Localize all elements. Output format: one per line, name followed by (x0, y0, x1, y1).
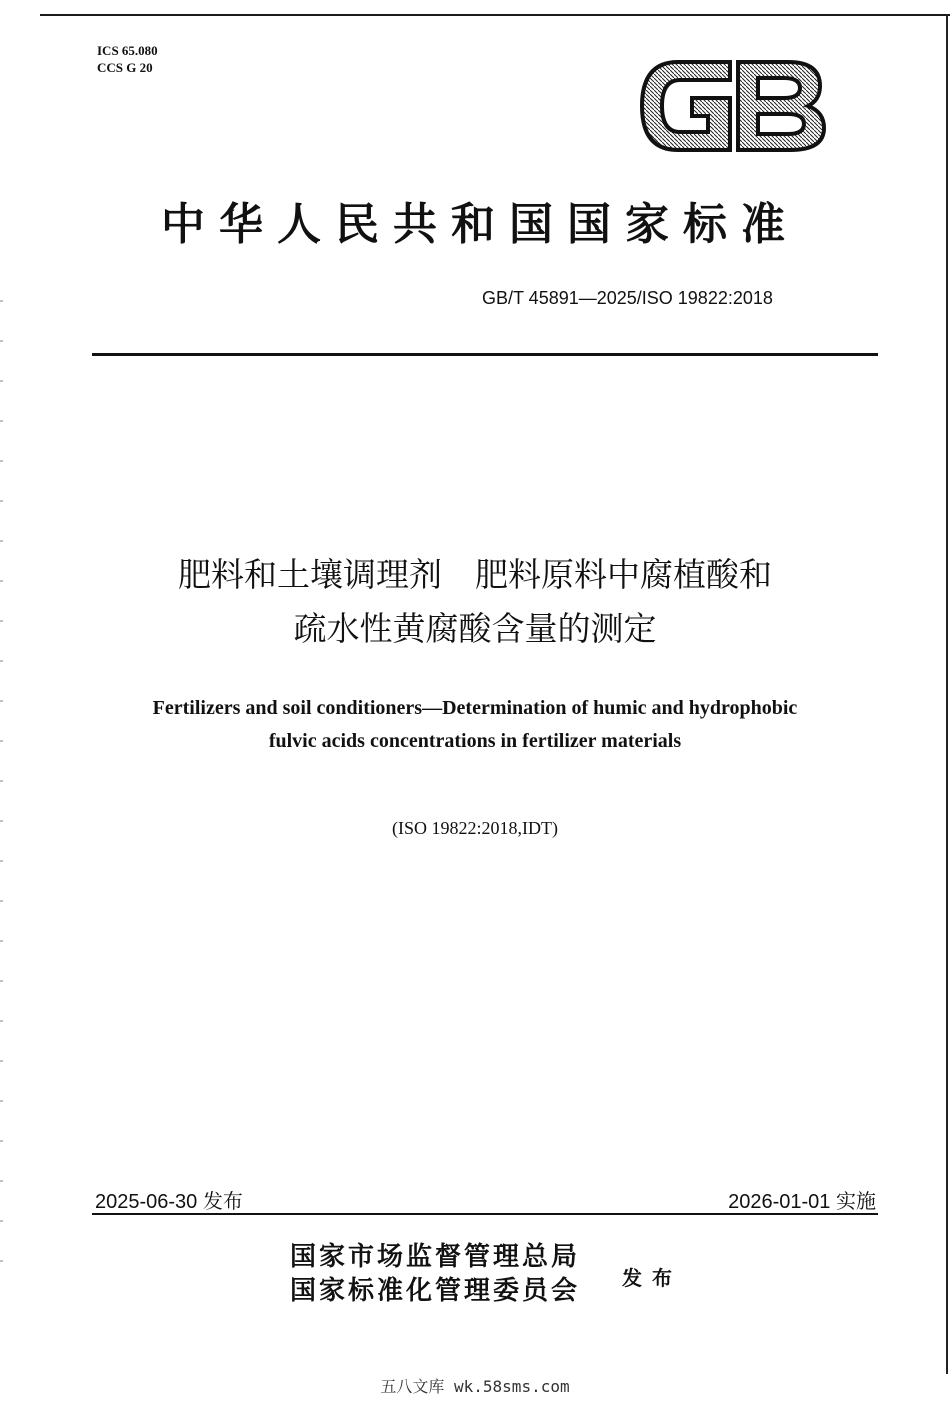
ccs-code: CCS G 20 (97, 60, 153, 75)
gb-logo (638, 54, 828, 158)
divider-top (92, 353, 878, 356)
ics-code: ICS 65.080 (97, 43, 158, 58)
page-edge-right (946, 14, 948, 1374)
issuer-1: 国家市场监督管理总局 (290, 1242, 581, 1272)
issue-date: 2025-06-30 发布 (95, 1191, 243, 1213)
publish-label: 发布 (622, 1266, 682, 1290)
divider-bottom (92, 1213, 878, 1215)
national-standard-title: 中华人民共和国国家标准 (161, 199, 799, 250)
page-edge-top (40, 14, 950, 16)
implementation-date: 2026-01-01 实施 (728, 1191, 876, 1213)
chinese-title-line-1: 肥料和土壤调理剂 肥料原料中腐植酸和 (178, 555, 772, 594)
chinese-title (40, 548, 910, 656)
watermark: 五八文库 wk.58sms.com (380, 1377, 570, 1396)
scan-margin-marks (0, 300, 3, 1300)
issuer-2: 国家标准化管理委员会 (290, 1276, 581, 1306)
classification-codes (97, 42, 158, 76)
gb-logo-graphic (638, 54, 828, 158)
standard-number: GB/T 45891—2025/ISO 19822:2018 (482, 288, 773, 308)
english-title (40, 692, 910, 758)
adoption-note: (ISO 19822:2018,IDT) (392, 818, 558, 838)
issuing-authorities (290, 1240, 580, 1308)
english-title-line-2: fulvic acids concentrations in fertilizer materials (268, 730, 682, 752)
chinese-title-line-2: 疏水性黄腐酸含量的测定 (293, 609, 657, 648)
english-title-line-1: Fertilizers and soil conditioners—Determination of humic and hydrophobic (152, 697, 798, 719)
